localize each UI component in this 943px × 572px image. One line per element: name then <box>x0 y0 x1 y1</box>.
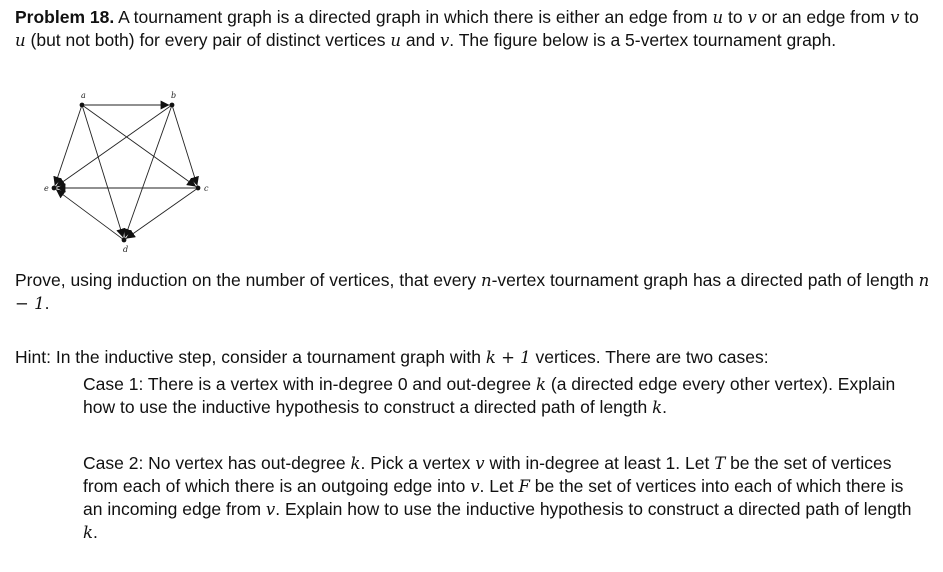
vertex-label-d: d <box>123 245 129 254</box>
vertex-a <box>80 103 85 108</box>
edge-b-to-c <box>173 107 198 185</box>
vertex-label-c: c <box>204 184 209 193</box>
edge-b-to-d <box>125 107 171 237</box>
prove-statement: Prove, using induction on the number of vertices, that every n-vertex tournament graph has a directed path of length n − 1. <box>15 270 930 313</box>
hint-text: Hint: In the inductive step, consider a tournament graph with k + 1 vertices. There are two cases: <box>15 347 769 367</box>
vertex-label-a: a <box>81 91 86 100</box>
vertex-b <box>170 103 175 108</box>
hint-case-2: Case 2: No vertex has out-degree k. Pick a vertex v with in-degree at least 1. Let T be the set of vertices from each of which there is an outgoing edge into v. Let F be the set of vertices into each of which there is an incoming edge from v. Explain how to use the inductive hypothesis to construct a directed path of length k. <box>83 453 912 542</box>
edge-a-to-e <box>55 107 81 185</box>
vertex-c <box>196 186 201 191</box>
tournament-graph-figure <box>36 88 216 256</box>
vertex-e <box>52 186 57 191</box>
vertex-label-e: e <box>44 184 49 193</box>
vertex-d <box>122 238 127 243</box>
vertex-label-b: b <box>171 91 177 100</box>
problem-statement: Problem 18. A tournament graph is a directed graph in which there is either an edge from u to v or an edge from v to u (but not both) for every pair of distinct vertices u and v. The figure below is a 5-vertex tournament graph. <box>15 7 919 50</box>
hint-case-1: Case 1: There is a vertex with in-degree 0 and out-degree k (a directed edge every other vertex). Explain how to use the inductive hypothesis to construct a directed path of length k. <box>83 374 896 417</box>
edge-a-to-d <box>83 107 124 237</box>
problem-heading: Problem 18. <box>15 7 115 27</box>
edge-b-to-e <box>56 106 170 186</box>
edge-c-to-d <box>126 189 196 238</box>
edge-a-to-c <box>84 106 196 186</box>
edge-d-to-e <box>56 189 122 238</box>
